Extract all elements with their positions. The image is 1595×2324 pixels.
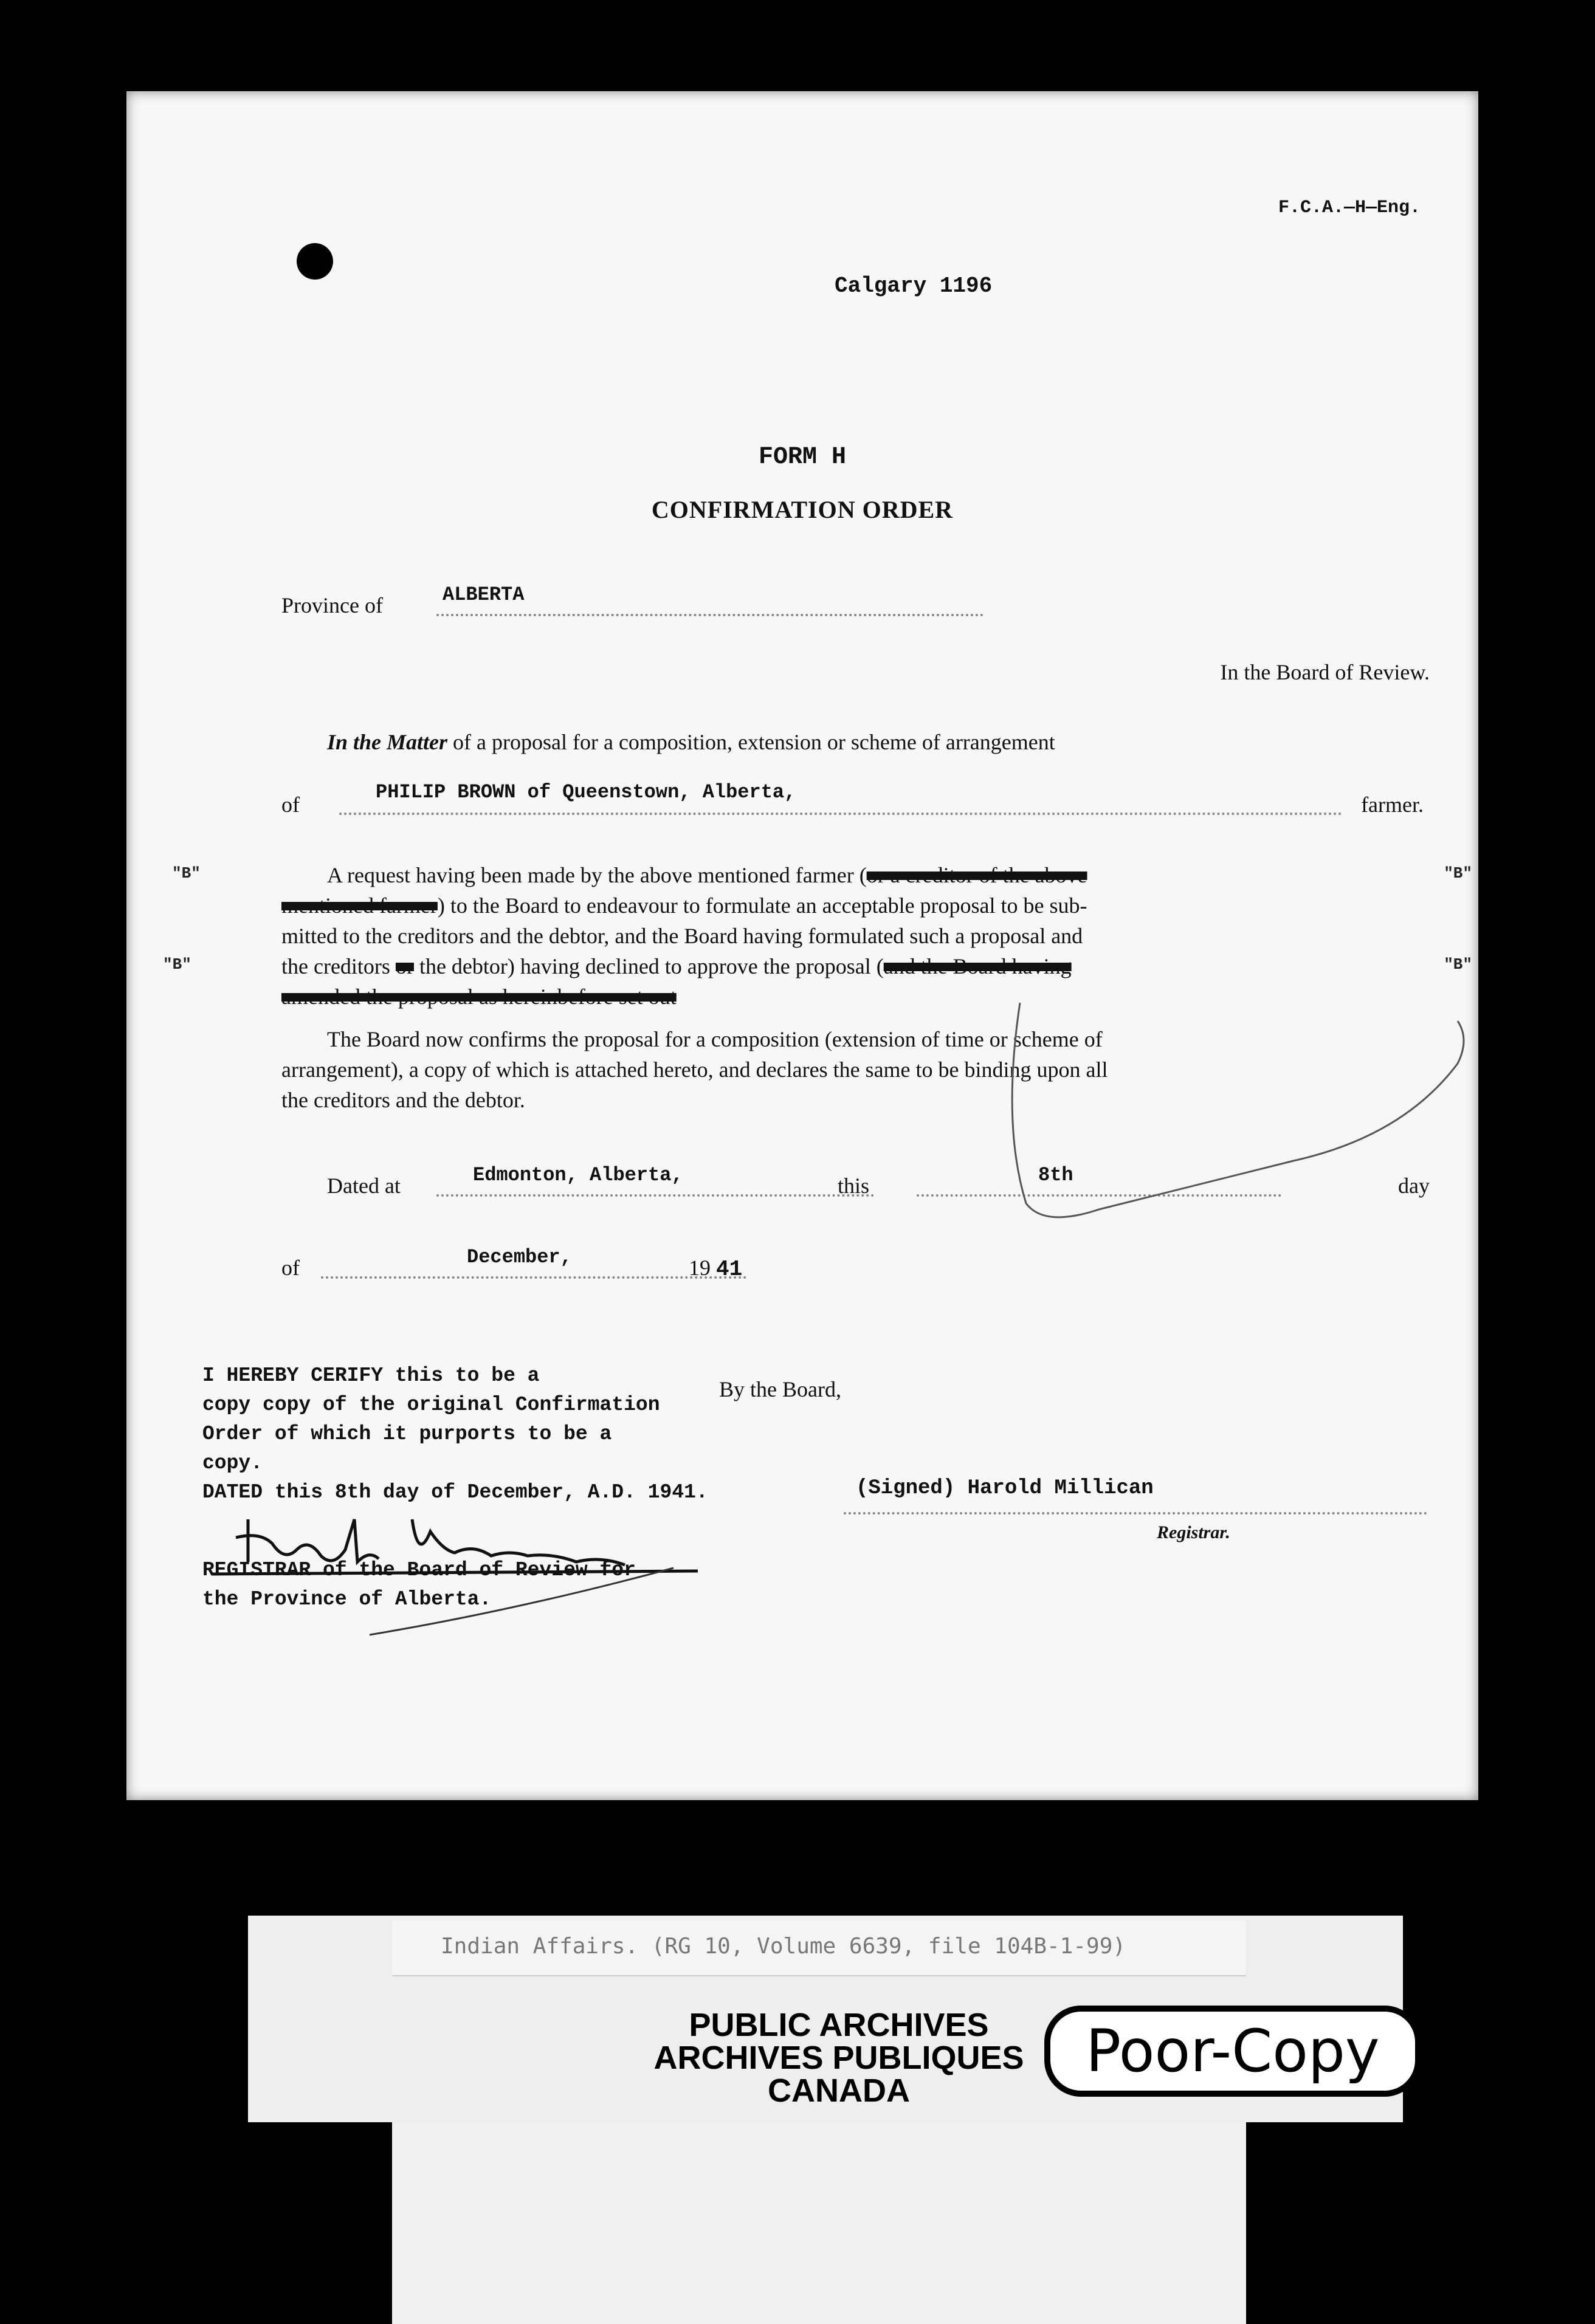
by-the-board: By the Board,	[719, 1377, 841, 1401]
cert-line-4: copy.	[202, 1452, 263, 1474]
para1-e: the creditors	[281, 954, 390, 978]
of-label-2: of	[281, 1256, 300, 1280]
public-archives-stamp	[620, 2009, 1058, 2107]
matter-line	[327, 729, 1055, 755]
registrar-block	[202, 1556, 636, 1614]
para2-line3: the creditors and the debtor.	[281, 1088, 525, 1112]
dated-at-field	[436, 1164, 874, 1197]
certification-block	[202, 1361, 708, 1507]
of-label: of	[281, 792, 300, 817]
para1-line2	[281, 890, 1087, 921]
day-value: 8th	[1038, 1164, 1073, 1186]
margin-mark-4: "B"	[1444, 955, 1472, 974]
province-label: Province of	[281, 593, 383, 617]
pencil-annotation	[977, 1003, 1476, 1319]
province-field	[436, 583, 984, 616]
board-of-review: In the Board of Review.	[1220, 660, 1430, 684]
para1-a: A request having been made by the above mentioned farmer (	[327, 863, 867, 887]
archive-line-1: PUBLIC ARCHIVES	[689, 2007, 989, 2043]
para1-c: ) to the Board to endeavour to formulate an acceptable proposal to be sub-	[437, 893, 1087, 918]
archive-reference: Indian Affairs. (RG 10, Volume 6639, file 104B-1-99)	[441, 1934, 1126, 1959]
para1-strike2: and the Board having	[883, 954, 1072, 978]
margin-mark-2: "B"	[1444, 864, 1472, 882]
registrar-label: Registrar.	[1157, 1522, 1230, 1542]
registrar-line-1: REGISTRAR of the Board of Review for	[202, 1559, 636, 1581]
archive-line-2: ARCHIVES PUBLIQUES	[653, 2040, 1024, 2076]
this-label: this	[838, 1174, 870, 1198]
para1-b-strike: mentioned farmer	[281, 893, 438, 918]
cert-line-1: I HEREBY CERIFY this to be a	[202, 1364, 540, 1387]
para1-e-strike: or	[395, 954, 414, 978]
hole-punch	[297, 243, 333, 280]
form-code: F.C.A.—H—Eng.	[1278, 198, 1421, 218]
margin-mark-3: "B"	[163, 955, 191, 974]
farmer-label: farmer.	[1361, 792, 1424, 817]
para1-f: the debtor) having declined to approve the proposal (	[419, 954, 884, 978]
month-field	[321, 1246, 746, 1279]
year-line	[689, 1255, 742, 1282]
poor-copy-stamp: Poor-Copy	[1044, 2006, 1421, 2097]
form-title: FORM H	[758, 444, 847, 471]
debtor-field	[339, 781, 1342, 815]
para1-strike3: amended the proposal as hereinbefore set out	[281, 985, 677, 1009]
para1-line1	[327, 860, 1087, 890]
para1-strike1: or a creditor of the above	[866, 863, 1087, 887]
registrar-line-2: the Province of Alberta.	[202, 1588, 492, 1611]
month-value: December,	[467, 1246, 572, 1268]
year-prefix: 19	[689, 1256, 711, 1280]
cert-line-3: Order of which it purports to be a	[202, 1423, 612, 1445]
para2-line2: arrangement), a copy of which is attached hereto, and declares the same to be binding upon all	[281, 1057, 1108, 1082]
cert-line-5: DATED this 8th day of December, A.D. 1941.	[202, 1481, 708, 1504]
day-label: day	[1398, 1174, 1430, 1198]
document-page	[126, 91, 1478, 1800]
para1-line5	[281, 982, 677, 1012]
dated-at-label: Dated at	[327, 1174, 401, 1198]
file-number: Calgary 1196	[835, 273, 993, 298]
lower-card	[392, 2122, 1246, 2324]
order-title: CONFIRMATION ORDER	[651, 496, 954, 523]
matter-lead: In the Matter	[327, 730, 448, 754]
year-suffix: 41	[716, 1257, 743, 1282]
dated-at-value: Edmonton, Alberta,	[473, 1164, 683, 1186]
signed-field	[844, 1477, 1427, 1514]
para1-line4	[281, 951, 1072, 982]
signed-value: (Signed) Harold Millican	[856, 1477, 1154, 1500]
province-value: ALBERTA	[443, 583, 525, 606]
archive-reference-tab	[392, 1920, 1246, 1976]
para1-line3: mitted to the creditors and the debtor, and the Board having formulated such a proposal and	[281, 924, 1083, 948]
margin-mark-1: "B"	[172, 864, 201, 882]
cert-line-2: copy copy of the original Confirmation	[202, 1394, 660, 1416]
archive-line-3: CANADA	[768, 2072, 910, 2109]
debtor-value: PHILIP BROWN of Queenstown, Alberta,	[376, 781, 796, 803]
para2-line1: The Board now confirms the proposal for a composition (extension of time or scheme of	[327, 1027, 1103, 1051]
matter-text: of a proposal for a composition, extension or scheme of arrangement	[453, 730, 1055, 754]
